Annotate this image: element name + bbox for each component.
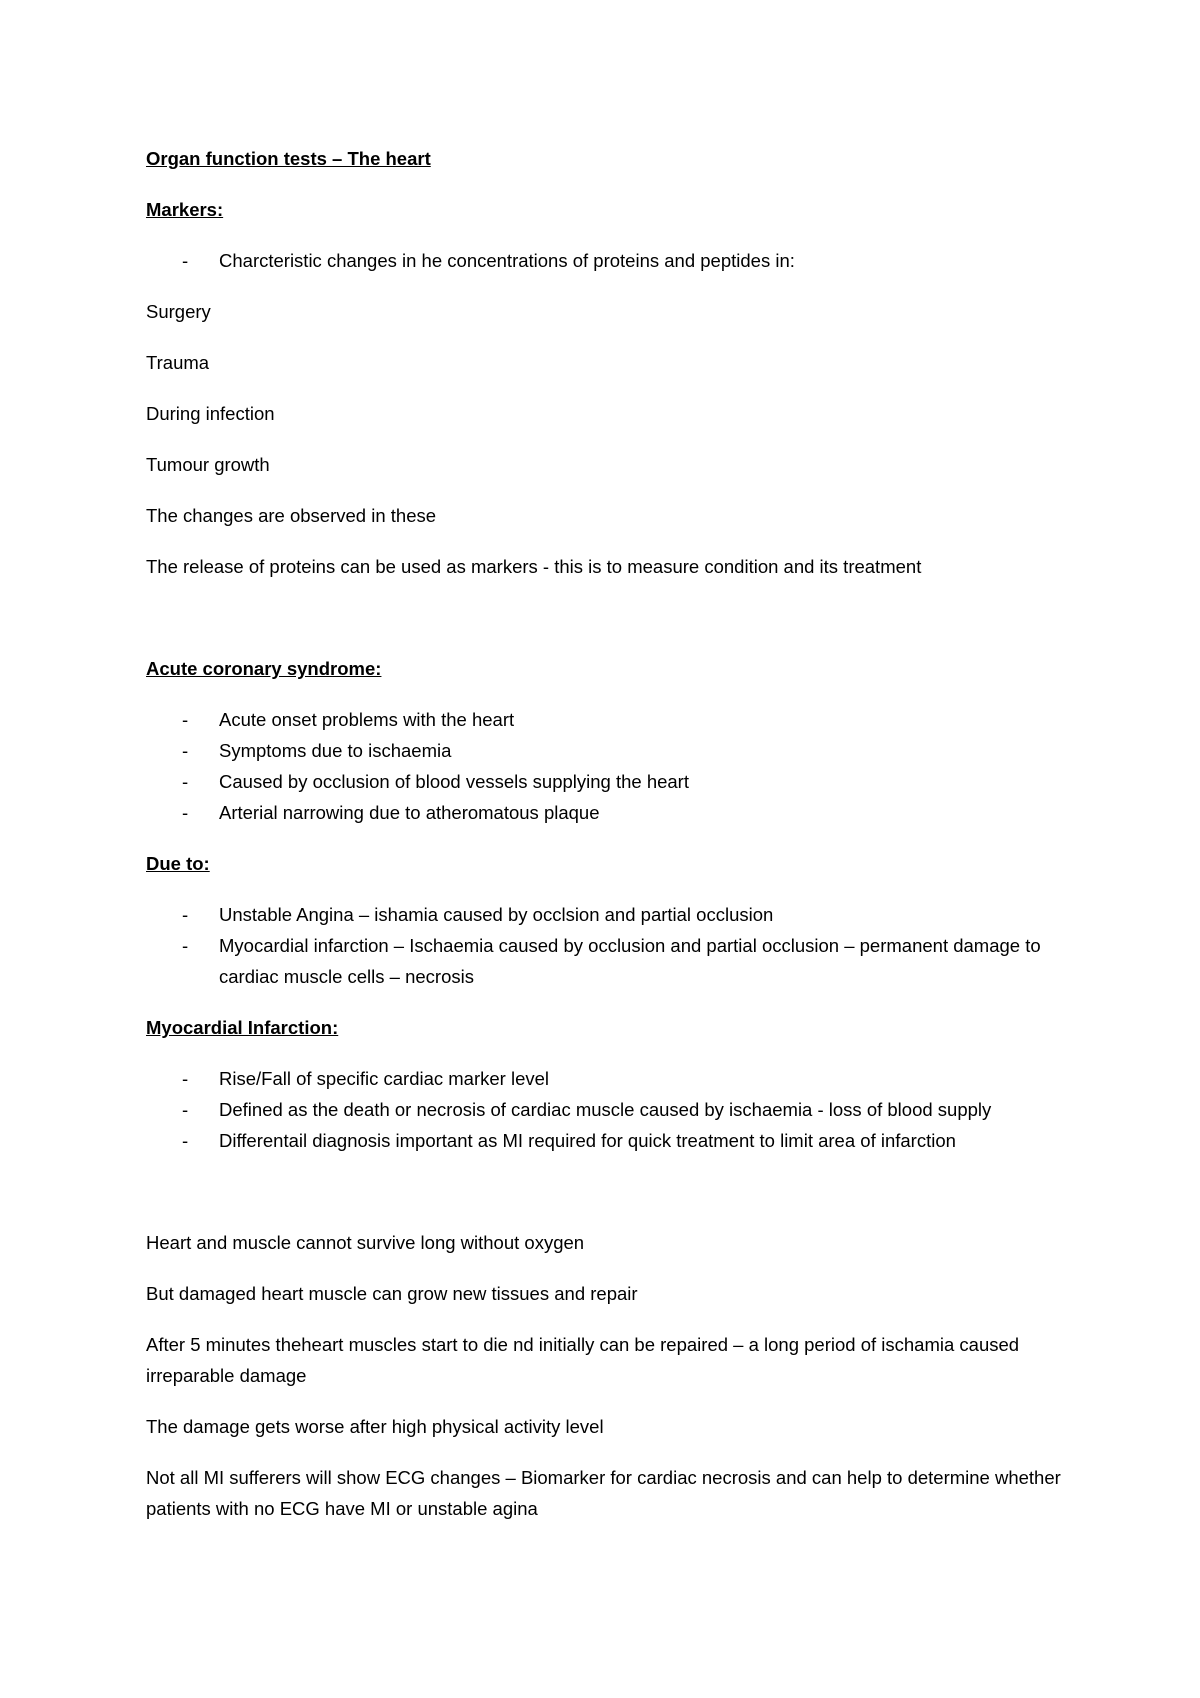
dash-bullet-icon: -	[182, 1130, 189, 1151]
paragraph: Tumour growth	[146, 454, 270, 475]
list-item-text: Defined as the death or necrosis of cardiac muscle caused by ischaemia - loss of blood supply	[219, 1099, 992, 1120]
list-item-text: Rise/Fall of specific cardiac marker level	[219, 1068, 550, 1089]
acs-heading: Acute coronary syndrome:	[146, 658, 382, 679]
list-item	[146, 735, 1076, 766]
list-item	[146, 704, 1076, 735]
list-item	[146, 930, 1076, 992]
paragraph: Surgery	[146, 301, 211, 322]
paragraph: Trauma	[146, 352, 210, 373]
paragraph: The changes are observed in these	[146, 505, 437, 526]
dash-bullet-icon: -	[182, 935, 189, 956]
dash-bullet-icon: -	[182, 904, 189, 925]
dash-bullet-icon: -	[182, 250, 189, 271]
markers-list	[146, 245, 1076, 276]
list-item	[146, 797, 1076, 828]
paragraph: The damage gets worse after high physical activity level	[146, 1416, 604, 1437]
list-item-text: Myocardial infarction – Ischaemia caused by occlusion and partial occlusion – permanent damage to cardiac muscle cells – necrosis	[219, 935, 1041, 987]
list-item-text: Charcteristic changes in he concentrations of proteins and peptides in:	[219, 250, 795, 271]
paragraph: The release of proteins can be used as markers - this is to measure condition and its treatment	[146, 556, 922, 577]
paragraph: After 5 minutes theheart muscles start to die nd initially can be repaired – a long period of ischamia caused irreparable damage	[146, 1334, 1020, 1386]
list-item-text: Symptoms due to ischaemia	[219, 740, 452, 761]
dash-bullet-icon: -	[182, 740, 189, 761]
paragraph: Heart and muscle cannot survive long without oxygen	[146, 1232, 585, 1253]
list-item-text: Acute onset problems with the heart	[219, 709, 515, 730]
list-item	[146, 899, 1076, 930]
dash-bullet-icon: -	[182, 1068, 189, 1089]
list-item	[146, 1094, 1076, 1125]
list-item-text: Unstable Angina – ishamia caused by occlsion and partial occlusion	[219, 904, 774, 925]
document-body	[146, 143, 1076, 1544]
paragraph: Not all MI sufferers will show ECG changes – Biomarker for cardiac necrosis and can help to determine whether patients with no ECG have MI or unstable agina	[146, 1467, 1061, 1519]
paragraph: During infection	[146, 403, 275, 424]
list-item	[146, 245, 1076, 276]
due-to-heading: Due to:	[146, 853, 210, 874]
dash-bullet-icon: -	[182, 709, 189, 730]
list-item-text: Differentail diagnosis important as MI required for quick treatment to limit area of infarction	[219, 1130, 956, 1151]
dash-bullet-icon: -	[182, 802, 189, 823]
list-item	[146, 766, 1076, 797]
list-item	[146, 1125, 1076, 1156]
blank-line	[146, 602, 1076, 653]
due-to-list	[146, 899, 1076, 992]
markers-heading: Markers:	[146, 199, 224, 220]
document-title: Organ function tests – The heart	[146, 148, 431, 169]
list-item	[146, 1063, 1076, 1094]
blank-line	[146, 1176, 1076, 1227]
mi-heading: Myocardial Infarction:	[146, 1017, 339, 1038]
dash-bullet-icon: -	[182, 1099, 189, 1120]
mi-list	[146, 1063, 1076, 1156]
list-item-text: Arterial narrowing due to atheromatous plaque	[219, 802, 600, 823]
paragraph: But damaged heart muscle can grow new tissues and repair	[146, 1283, 638, 1304]
acs-list	[146, 704, 1076, 828]
dash-bullet-icon: -	[182, 771, 189, 792]
list-item-text: Caused by occlusion of blood vessels supplying the heart	[219, 771, 689, 792]
